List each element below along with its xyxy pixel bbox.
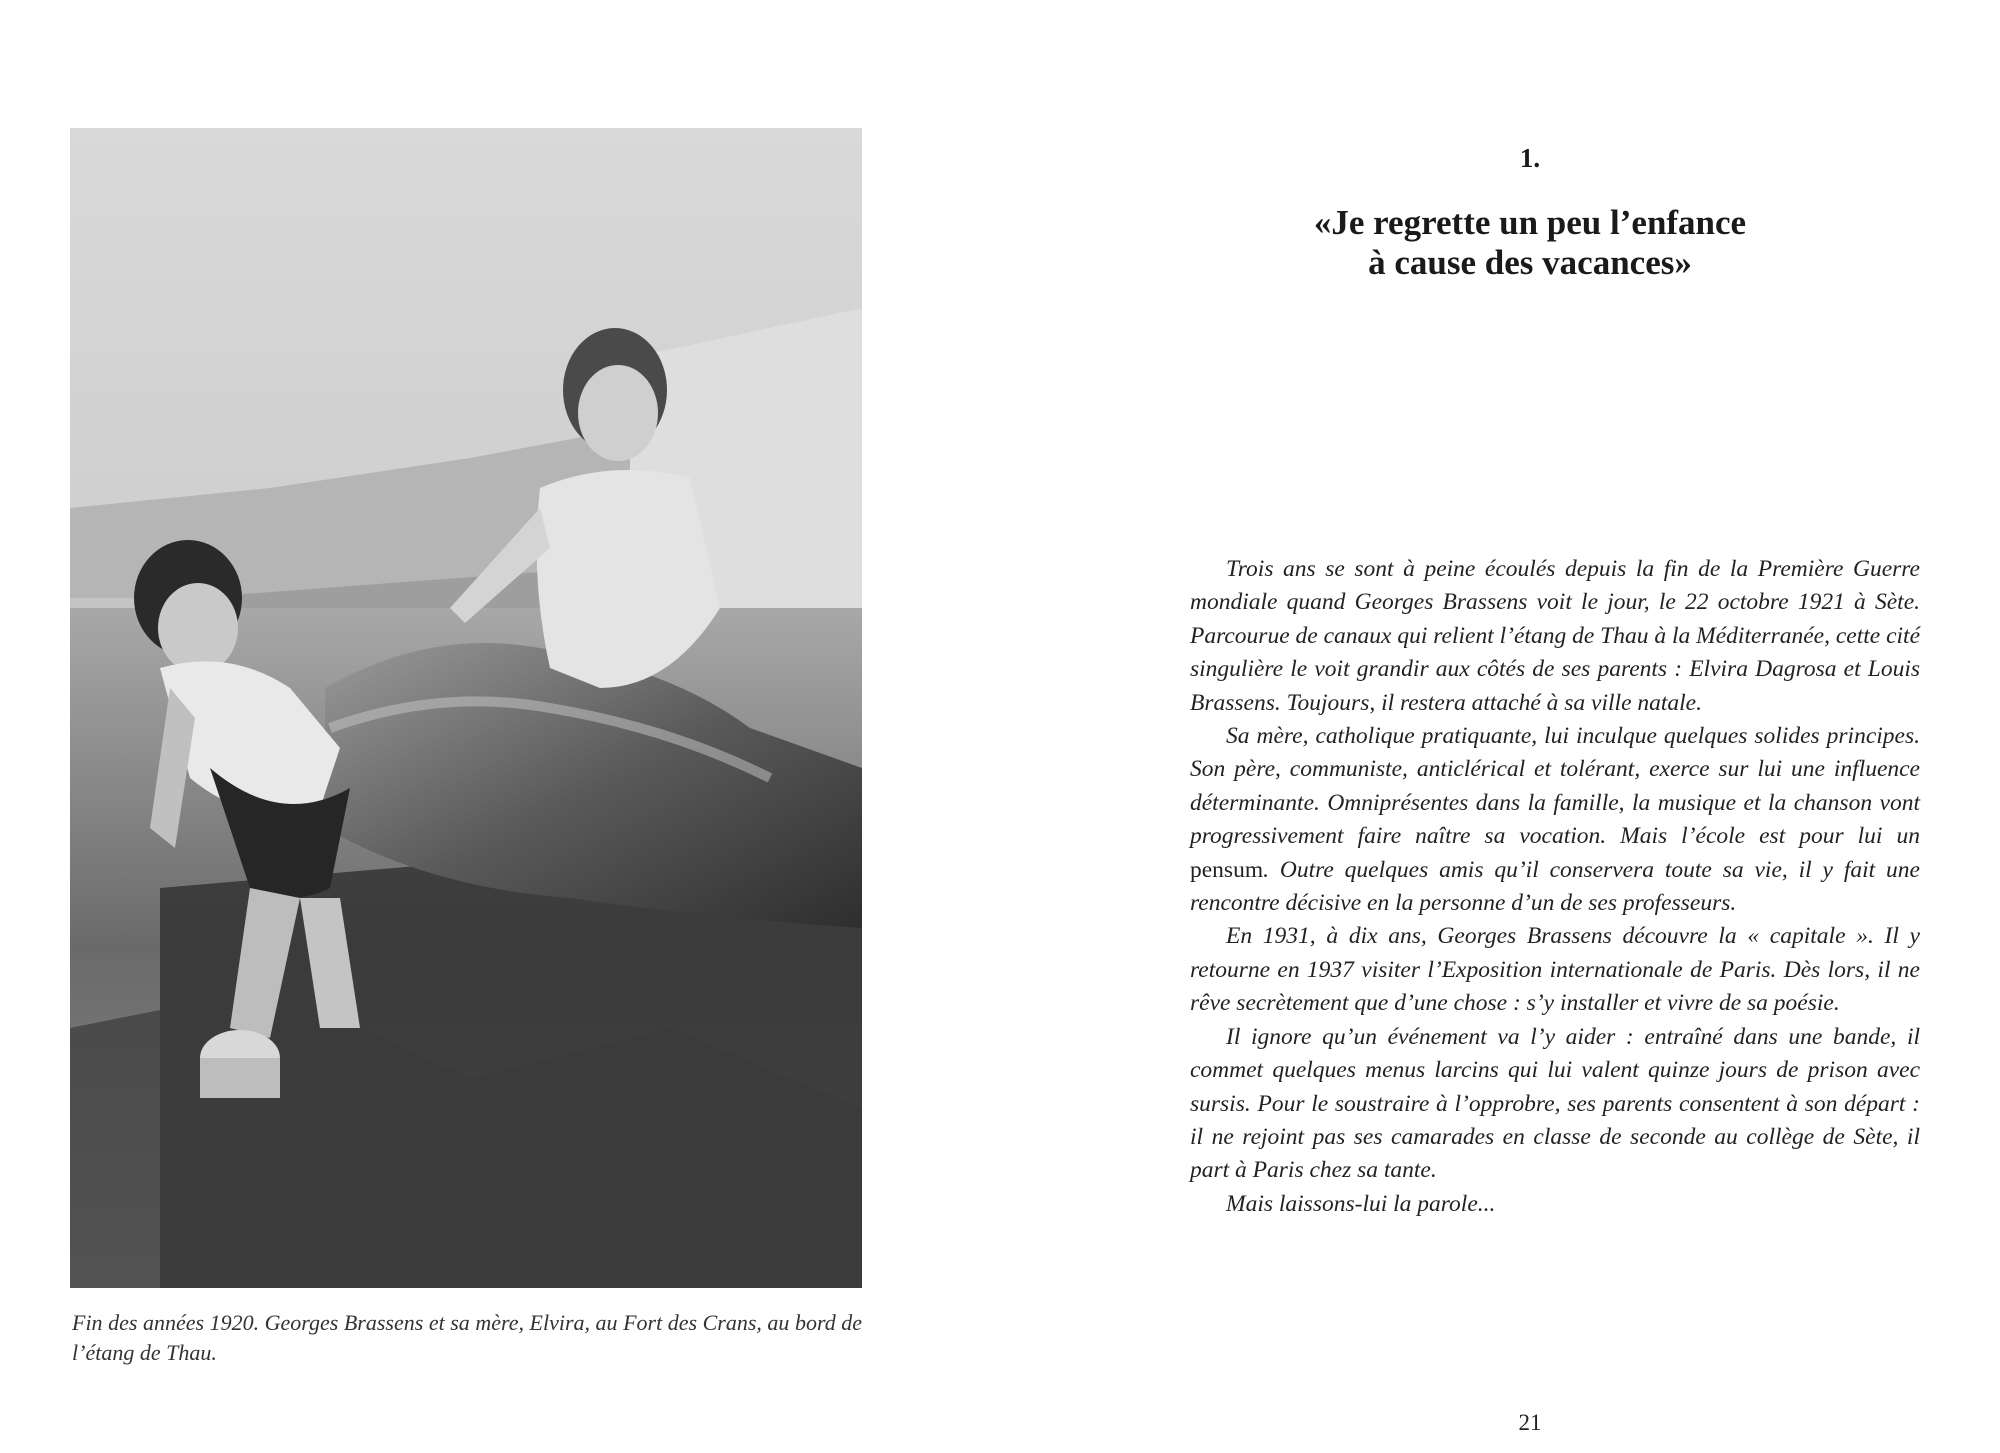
paragraph-2-text-a: Sa mère, catholique pratiquante, lui inculque quelques solides principes. Son père, communiste, anticlérical et tolérant, exerce sur lui une influence déterminante. Omniprésentes dans la famille, la musique et la chanson vont progressivement faire naître sa vocation. Mais l’école est pour lui un — [1190, 723, 1920, 850]
paragraph-2 — [1190, 720, 1920, 920]
paragraph-5: Mais laissons-lui la parole... — [1226, 1190, 1496, 1217]
paragraph-3: En 1931, à dix ans, Georges Brassens découvre la « capitale ». Il y retourne en 1937 visiter l’Exposition internationale de Paris. Dès lors, il ne rêve secrètement que d’une chose : s’y installer et vivre de sa poésie. — [1190, 923, 1920, 1017]
chapter-title-line-2: à cause des vacances» — [1368, 243, 1692, 282]
photo-illustration — [70, 128, 862, 1288]
photograph — [70, 128, 862, 1288]
chapter-number: 1. — [1519, 143, 1541, 173]
chapter-title — [1180, 203, 1880, 283]
chapter-title-line-1: «Je regrette un peu l’enfance — [1313, 203, 1747, 242]
paragraph-4: Il ignore qu’un événement va l’y aider : entraîné dans une bande, il commet quelques menus larcins qui lui valent quinze jours de prison avec sursis. Pour le soustraire à l’opprobre, ses parents consentent à son départ : il ne rejoint pas ses camarades en classe de seconde au collège de Sète, il part à Paris chez sa tante. — [1190, 1023, 1920, 1184]
chapter-body — [1190, 553, 1920, 1221]
page-number: 21 — [1518, 1410, 1542, 1435]
paragraph-2-emphasis: pensum — [1190, 856, 1264, 883]
paragraph-1: Trois ans se sont à peine écoulés depuis la fin de la Première Guerre mondiale quand Georges Brassens voit le jour, le 22 octobre 1921 à Sète. Parcourue de canaux qui relient l’étang de Thau à la Méditerranée, cette cité singulière le voit grandir aux côtés de ses parents : Elvira Dagrosa et Louis Brassens. Toujours, il restera attaché à sa ville natale. — [1190, 556, 1920, 716]
paragraph-2-text-b: . Outre quelques amis qu’il conservera toute sa vie, il y fait une rencontre décisive en la personne d’un de ses professeurs. — [1190, 856, 1920, 917]
photo-caption: Fin des années 1920. Georges Brassens et sa mère, Elvira, au Fort des Crans, au bord de l’étang de Thau. — [72, 1310, 862, 1365]
